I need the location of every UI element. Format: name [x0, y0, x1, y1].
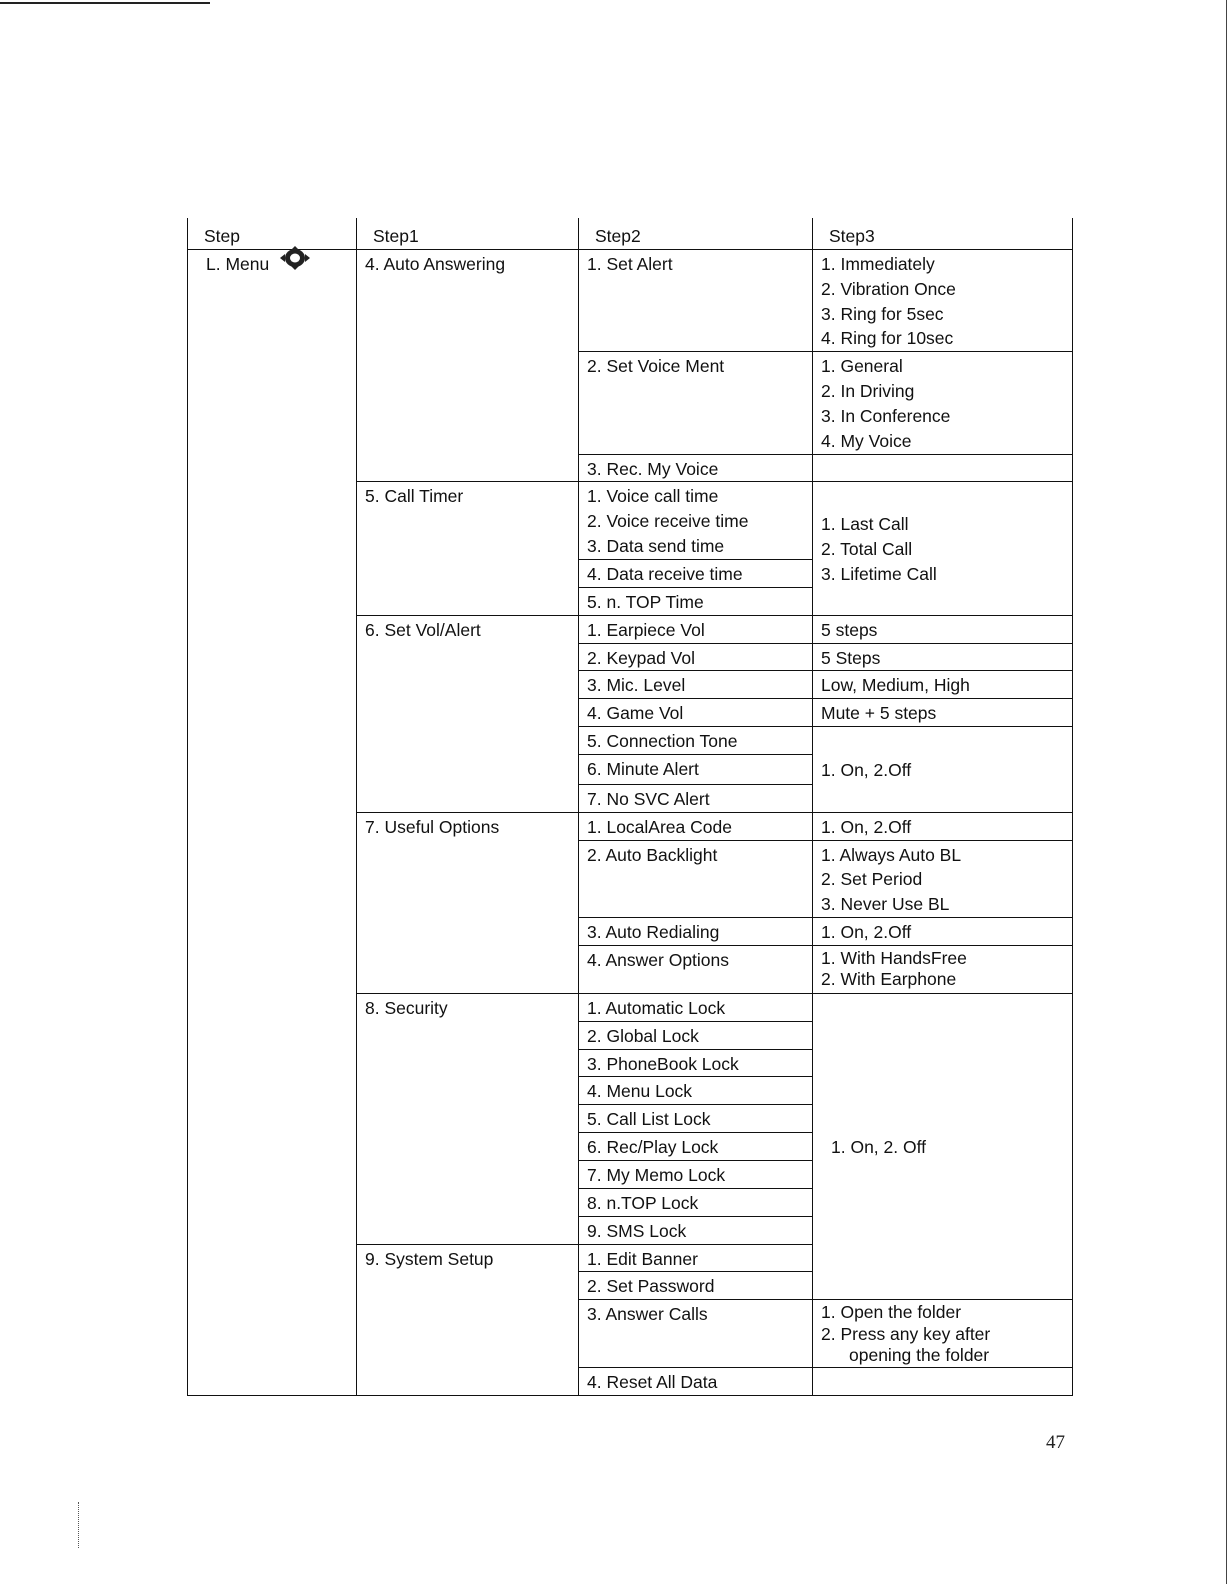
step2-set-voice-ment: 2. Set Voice Ment — [579, 352, 813, 454]
root-menu-label: L. Menu — [206, 253, 270, 274]
option-line: 2. Total Call — [821, 539, 913, 560]
step3-alert-on-off: 1. On, 2.Off — [813, 727, 1073, 813]
step3-keypad-vol: 5 Steps — [813, 643, 1073, 671]
header-step: Step — [188, 218, 357, 249]
option-line: 1. Immediately — [821, 253, 935, 274]
step3-game-vol: Mute + 5 steps — [813, 699, 1073, 727]
option-line: 1. General — [821, 356, 903, 377]
step2-game-vol: 4. Game Vol — [579, 699, 813, 727]
step2-sms-lock: 9. SMS Lock — [579, 1216, 813, 1244]
header-step2: Step2 — [579, 218, 813, 249]
step3-backlight-options — [813, 840, 1073, 918]
step2-set-alert: 1. Set Alert — [579, 249, 813, 351]
option-line: 3. In Conference — [821, 405, 951, 426]
option-line: 1. Open the folder — [821, 1302, 962, 1323]
step3-call-timer-options — [813, 482, 1073, 615]
option-line: 2. Voice receive time — [587, 511, 749, 532]
table-header-row — [188, 218, 1073, 249]
option-line: 2. In Driving — [821, 381, 915, 402]
step3-empty — [813, 1368, 1073, 1396]
step2-minute-alert: 6. Minute Alert — [579, 754, 813, 784]
step1-system-setup: 9. System Setup — [357, 1244, 579, 1396]
step3-answer-calls-options — [813, 1300, 1073, 1368]
step3-voice-ment-options — [813, 352, 1073, 454]
step2-set-password: 2. Set Password — [579, 1272, 813, 1300]
step3-empty — [813, 454, 1073, 482]
step2-phonebook-lock: 3. PhoneBook Lock — [579, 1049, 813, 1077]
step2-rec-my-voice: 3. Rec. My Voice — [579, 454, 813, 482]
option-line: 2. Set Period — [821, 869, 923, 890]
step2-local-area-code: 1. LocalArea Code — [579, 812, 813, 840]
option-line: 3. Lifetime Call — [821, 563, 937, 584]
option-line: 1. Always Auto BL — [821, 844, 962, 865]
step2-call-list-lock: 5. Call List Lock — [579, 1105, 813, 1133]
step2-ntop-lock: 8. n.TOP Lock — [579, 1188, 813, 1216]
option-line: 4. My Voice — [821, 430, 912, 451]
step1-security: 8. Security — [357, 993, 579, 1244]
step2-automatic-lock: 1. Automatic Lock — [579, 993, 813, 1021]
step3-auto-redialing: 1. On, 2.Off — [813, 918, 1073, 946]
option-line: opening the folder — [849, 1344, 990, 1365]
step1-auto-answering: 4. Auto Answering — [357, 249, 579, 482]
scan-edge-line — [1226, 0, 1227, 1584]
option-line: 2. Vibration Once — [821, 278, 956, 299]
step2-mic-level: 3. Mic. Level — [579, 671, 813, 699]
step1-useful-options: 7. Useful Options — [357, 812, 579, 993]
step3-mic-level: Low, Medium, High — [813, 671, 1073, 699]
step2-no-svc-alert: 7. No SVC Alert — [579, 784, 813, 812]
step2-ntop-time: 5. n. TOP Time — [579, 587, 813, 615]
step2-answer-calls: 3. Answer Calls — [579, 1300, 813, 1368]
step2-data-receive-time: 4. Data receive time — [579, 559, 813, 587]
option-line: 1. Last Call — [821, 514, 909, 535]
step3-local-area-code: 1. On, 2.Off — [813, 812, 1073, 840]
step1-set-vol-alert: 6. Set Vol/Alert — [357, 615, 579, 812]
step2-answer-options: 4. Answer Options — [579, 945, 813, 993]
step2-menu-lock: 4. Menu Lock — [579, 1077, 813, 1105]
step2-edit-banner: 1. Edit Banner — [579, 1244, 813, 1272]
step3-answer-options — [813, 945, 1073, 993]
step3-earpiece-vol: 5 steps — [813, 615, 1073, 643]
option-line: 3. Never Use BL — [821, 894, 950, 915]
step1-call-timer: 5. Call Timer — [357, 482, 579, 615]
option-line: 1. With HandsFree — [821, 947, 967, 968]
step2-call-timer-items — [579, 482, 813, 560]
step2-keypad-vol: 2. Keypad Vol — [579, 643, 813, 671]
option-line: 1. Voice call time — [587, 486, 719, 507]
step2-rec-play-lock: 6. Rec/Play Lock — [579, 1133, 813, 1161]
option-line: 3. Ring for 5sec — [821, 303, 944, 324]
option-line: 2. Press any key after — [821, 1323, 991, 1344]
step2-earpiece-vol: 1. Earpiece Vol — [579, 615, 813, 643]
step3-set-alert-options — [813, 249, 1073, 351]
option-line: 3. Data send time — [587, 536, 725, 557]
scan-edge-line — [0, 2, 210, 4]
scan-artifact — [78, 1502, 80, 1548]
step2-global-lock: 2. Global Lock — [579, 1021, 813, 1049]
menu-tree-table — [187, 218, 1073, 1396]
page-number: 47 — [1046, 1432, 1065, 1453]
step2-reset-all-data: 4. Reset All Data — [579, 1368, 813, 1396]
step2-auto-backlight: 2. Auto Backlight — [579, 840, 813, 918]
navigation-key-icon — [278, 246, 312, 277]
step2-connection-tone: 5. Connection Tone — [579, 727, 813, 755]
step2-auto-redialing: 3. Auto Redialing — [579, 918, 813, 946]
step3-security-on-off: 1. On, 2. Off — [813, 993, 1073, 1299]
root-menu-cell — [188, 249, 357, 1395]
header-step3: Step3 — [813, 218, 1073, 249]
header-step1: Step1 — [357, 218, 579, 249]
option-line: 4. Ring for 10sec — [821, 328, 954, 349]
option-line: 2. With Earphone — [821, 969, 957, 990]
step2-my-memo-lock: 7. My Memo Lock — [579, 1161, 813, 1189]
